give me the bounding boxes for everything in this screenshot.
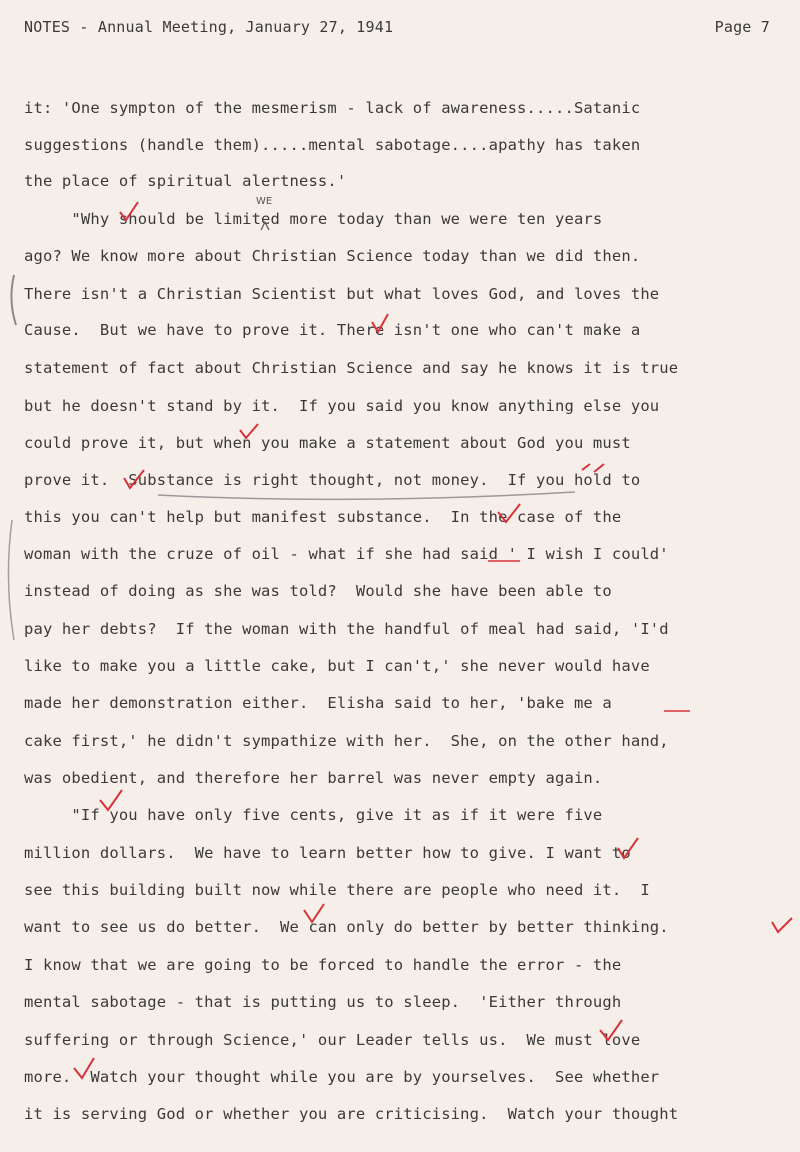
text-line: "If you have only five cents, give it as if it were five [24,806,603,824]
underline-mark [158,492,575,499]
margin-bracket-mark [8,520,14,640]
text-line: could prove it, but when you make a statement about God you must [24,434,631,452]
text-line: suggestions (handle them).....mental sabotage....apathy has taken [24,136,641,154]
text-line: woman with the cruze of oil - what if she had said ' I wish I could' [24,545,669,563]
text-line: the place of spiritual alertness.' [24,172,347,190]
header-title: NOTES - Annual Meeting, January 27, 1941 [24,18,394,36]
text-line: but he doesn't stand by it. If you said you know anything else you [24,397,660,415]
text-line: like to make you a little cake, but I can't,' she never would have [24,657,650,675]
text-line: made her demonstration either. Elisha said to her, 'bake me a [24,694,612,712]
text-line: more. Watch your thought while you are by yourselves. See whether [24,1068,660,1086]
text-line: ago? We know more about Christian Science today than we did then. [24,247,641,265]
text-line: mental sabotage - that is putting us to sleep. 'Either through [24,993,622,1011]
check-mark [772,918,792,932]
text-line: million dollars. We have to learn better how to give. I want to [24,844,631,862]
text-line: prove it. Substance is right thought, not money. If you hold to [24,471,641,489]
text-line: There isn't a Christian Scientist but what loves God, and loves the [24,285,660,303]
text-line: Cause. But we have to prove it. There isn't one who can't make a [24,321,641,339]
margin-bracket-mark [11,275,16,325]
text-line: statement of fact about Christian Science and say he knows it is true [24,359,679,377]
text-line: it is serving God or whether you are criticising. Watch your thought [24,1105,679,1123]
text-line: cake first,' he didn't sympathize with her. She, on the other hand, [24,732,669,750]
text-line: suffering or through Science,' our Leader tells us. We must love [24,1031,641,1049]
text-line: was obedient, and therefore her barrel was never empty again. [24,769,603,787]
text-line: "Why should be limited more today than we were ten years [24,210,603,228]
text-line: it: 'One sympton of the mesmerism - lack of awareness.....Satanic [24,99,641,117]
text-line: pay her debts? If the woman with the handful of meal had said, 'I'd [24,620,669,638]
inserted-word-we: WE [256,196,273,207]
text-line: want to see us do better. We can only do better by better thinking. [24,918,669,936]
text-line: this you can't help but manifest substance. In the case of the [24,508,622,526]
text-line: instead of doing as she was told? Would she have been able to [24,582,612,600]
text-line: see this building built now while there are people who need it. I [24,881,650,899]
page-number: Page 7 [714,18,770,36]
text-line: I know that we are going to be forced to handle the error - the [24,956,622,974]
